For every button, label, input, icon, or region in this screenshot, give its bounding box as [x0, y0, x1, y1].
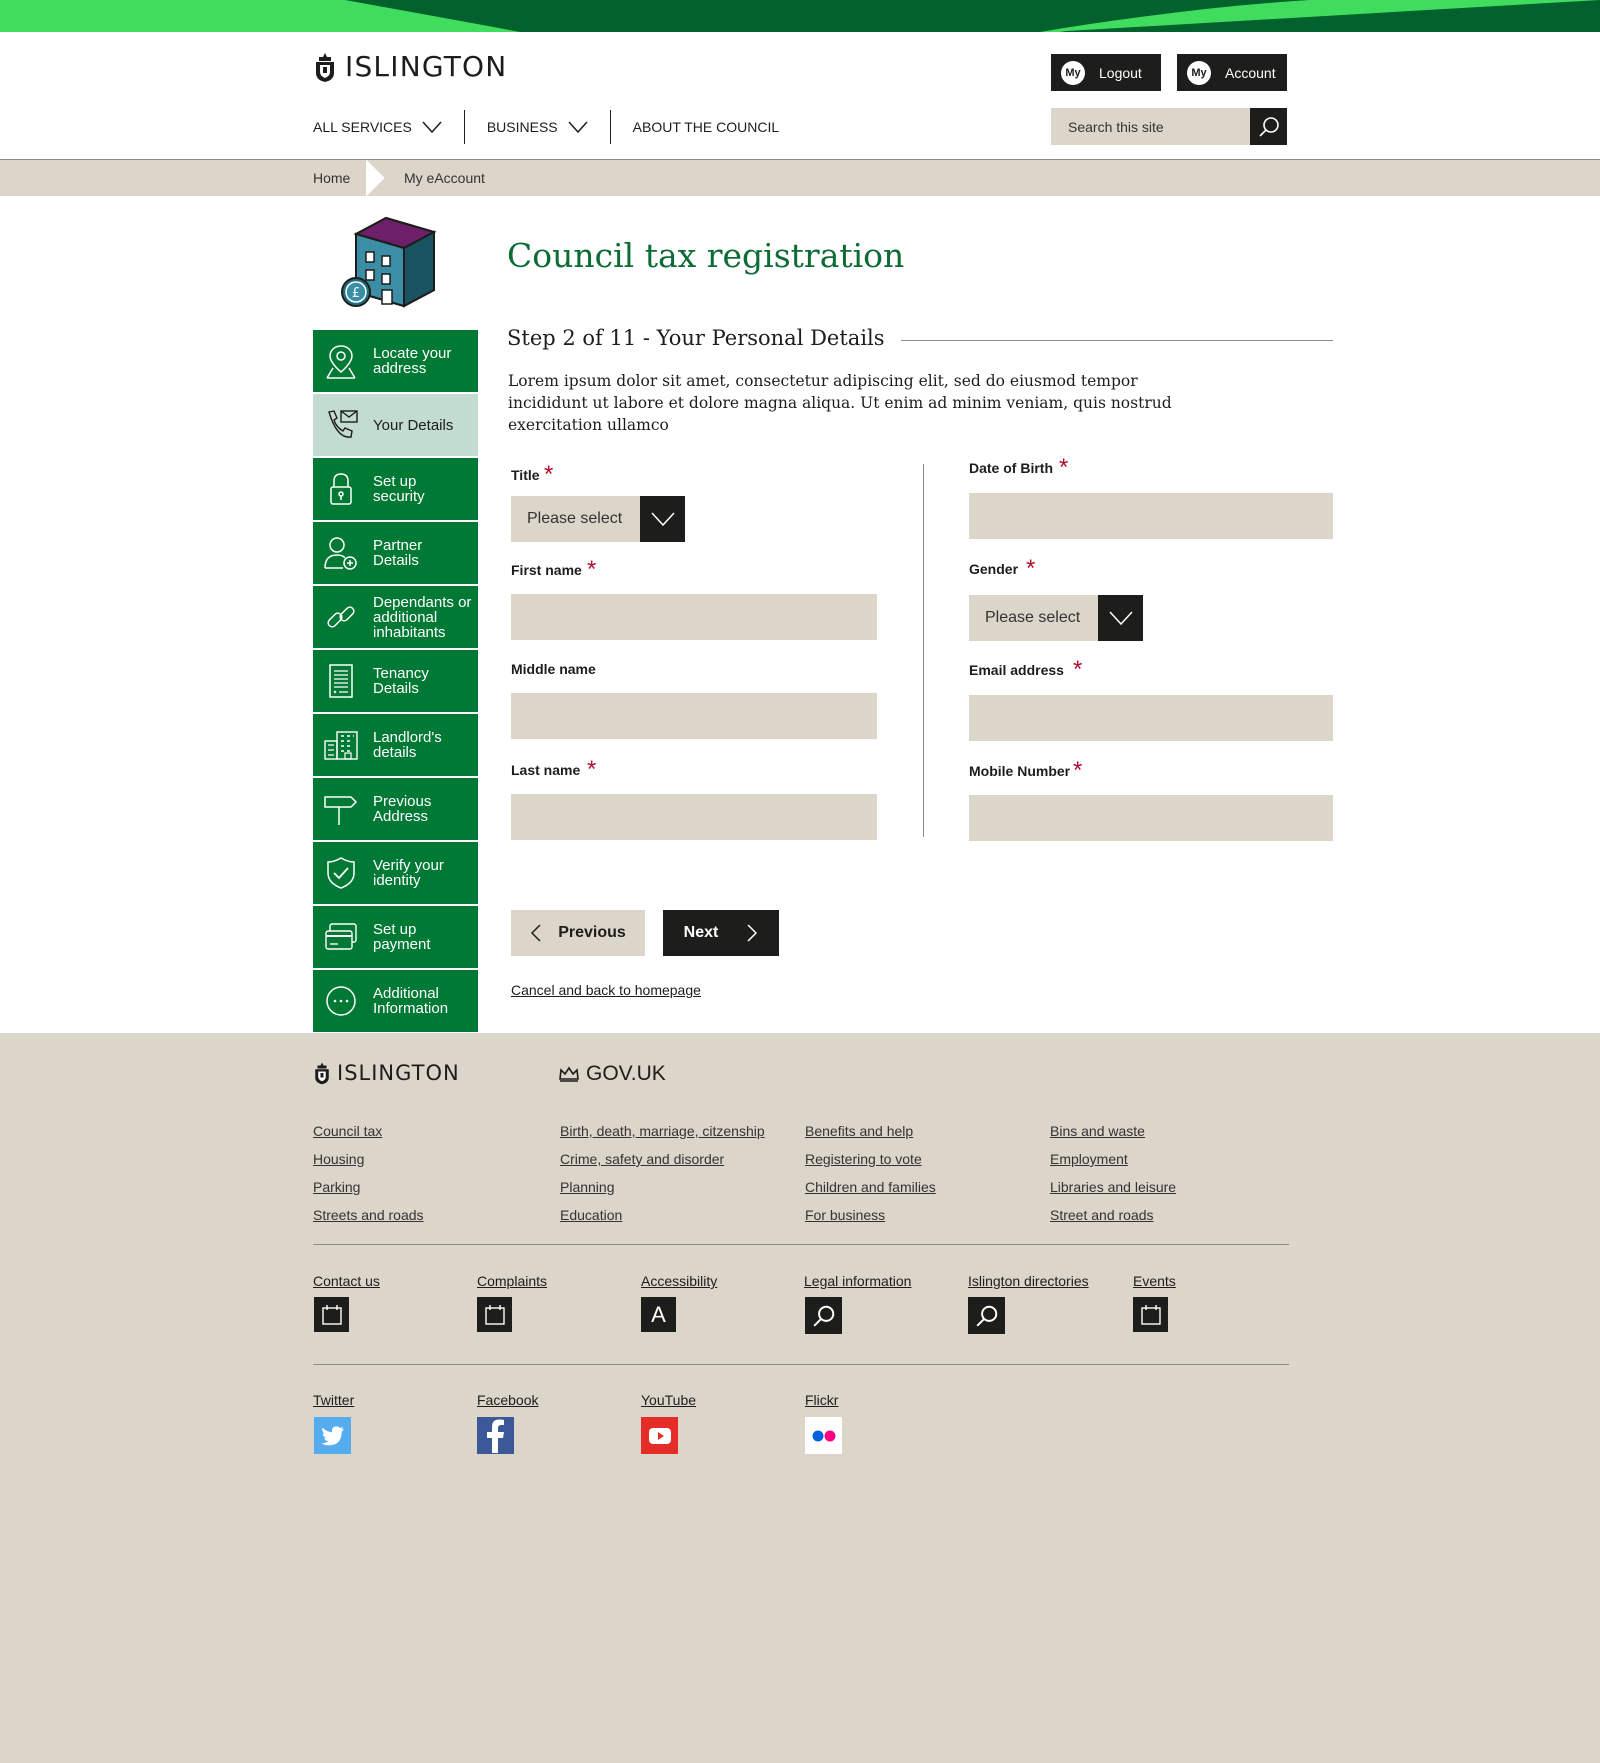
footer-link[interactable]: Benefits and help	[805, 1123, 914, 1139]
nav-label: ABOUT THE COUNCIL	[632, 119, 780, 135]
nav-all-services[interactable]	[313, 110, 442, 144]
calendar-icon[interactable]	[477, 1297, 512, 1332]
quick-link-events[interactable]: Events	[1133, 1273, 1176, 1289]
sidebar-item-previous-address[interactable]	[313, 778, 478, 840]
social-link-youtube[interactable]: YouTube	[641, 1392, 697, 1408]
footer-link[interactable]: For business	[805, 1207, 886, 1223]
twitter-icon[interactable]	[314, 1417, 351, 1454]
middle-name-input[interactable]	[511, 693, 877, 739]
main-content	[0, 196, 1600, 1033]
footer-islington-logo[interactable]	[313, 1061, 460, 1085]
footer-link[interactable]: Bins and waste	[1050, 1123, 1145, 1139]
email-address-label-text: Email address	[969, 662, 1064, 678]
step-heading-rule	[901, 340, 1333, 341]
gov-uk-text: GOV.UK	[586, 1062, 666, 1085]
chevron-down-icon	[568, 120, 588, 134]
quick-link-islington-directories[interactable]: Islington directories	[968, 1273, 1089, 1289]
footer-logo-text: ISLINGTON	[337, 1061, 460, 1085]
mobile-number-label	[969, 757, 1083, 784]
gender-label	[969, 555, 1036, 582]
crest-icon	[313, 1061, 331, 1085]
chevron-down-icon	[1098, 595, 1143, 641]
footer-link[interactable]: Children and families	[805, 1179, 936, 1195]
more-dots-icon	[323, 981, 359, 1021]
sidebar-item-your-details[interactable]	[313, 394, 478, 456]
gender-select-value: Please select	[985, 609, 1081, 626]
sidebar-item-label: Locate your address	[373, 345, 452, 377]
required-marker: *	[587, 756, 597, 783]
top-banner	[0, 0, 1600, 32]
signpost-icon	[323, 789, 359, 829]
footer-divider	[313, 1244, 1289, 1245]
quick-link-complaints[interactable]: Complaints	[477, 1273, 548, 1289]
logo-text: ISLINGTON	[345, 50, 508, 83]
gender-label-text: Gender	[969, 561, 1019, 577]
footer-link[interactable]: Registering to vote	[805, 1151, 922, 1167]
date-of-birth-label-text: Date of Birth	[969, 460, 1053, 476]
main-navigation	[313, 110, 779, 144]
site-header	[0, 32, 1600, 160]
middle-name-label: Middle name	[511, 661, 596, 677]
sidebar-item-label: Tenancy Details	[373, 665, 429, 697]
search-icon	[1258, 116, 1280, 138]
calendar-icon[interactable]	[314, 1297, 349, 1332]
required-marker: *	[1073, 757, 1083, 784]
footer-link[interactable]: Housing	[313, 1151, 365, 1167]
youtube-icon[interactable]	[641, 1417, 678, 1454]
site-footer	[0, 1033, 1600, 1763]
calendar-icon[interactable]	[1133, 1297, 1168, 1332]
breadcrumb-my-eaccount[interactable]: My eAccount	[404, 170, 485, 186]
add-person-icon	[323, 533, 359, 573]
sidebar-item-verify-identity[interactable]	[313, 842, 478, 904]
footer-link[interactable]: Street and roads	[1050, 1207, 1154, 1223]
search-button[interactable]	[1250, 108, 1287, 145]
mobile-number-label-text: Mobile Number	[969, 763, 1071, 779]
breadcrumb-separator-icon	[366, 160, 388, 196]
buildings-icon	[323, 725, 359, 765]
my-badge-icon: My	[1187, 61, 1211, 85]
step-heading	[507, 326, 1333, 350]
footer-link[interactable]: Education	[560, 1207, 623, 1223]
footer-link[interactable]: Birth, death, marriage, citzenship	[560, 1123, 765, 1139]
my-badge-icon: My	[1061, 61, 1085, 85]
email-address-label	[969, 656, 1083, 683]
map-pin-icon	[323, 341, 359, 381]
first-name-input[interactable]	[511, 594, 877, 640]
document-icon	[323, 661, 359, 701]
shield-check-icon	[323, 853, 359, 893]
sidebar-item-label: Dependants or additional inhabitants	[373, 593, 472, 641]
quick-link-legal-information[interactable]: Legal information	[804, 1273, 912, 1289]
footer-link[interactable]: Employment	[1050, 1151, 1128, 1167]
lock-icon	[323, 469, 359, 509]
sidebar-item-label: Partner Details	[373, 537, 423, 569]
mobile-number-input[interactable]	[969, 795, 1333, 841]
date-of-birth-input[interactable]	[969, 493, 1333, 539]
previous-button[interactable]	[511, 910, 645, 956]
sidebar-item-additional-information[interactable]	[313, 970, 478, 1032]
social-link-flickr[interactable]: Flickr	[805, 1392, 839, 1408]
site-search	[1051, 108, 1287, 145]
facebook-icon[interactable]	[477, 1417, 514, 1454]
gov-uk-logo[interactable]	[558, 1062, 666, 1086]
last-name-label-text: Last name	[511, 762, 581, 778]
title-select-value: Please select	[527, 510, 623, 527]
chevron-left-icon	[530, 924, 542, 942]
letter-a-icon[interactable]	[641, 1297, 676, 1332]
breadcrumb-home[interactable]: Home	[313, 170, 351, 186]
required-marker: *	[1059, 454, 1069, 481]
nav-business[interactable]	[487, 110, 588, 144]
account-button[interactable]	[1177, 54, 1287, 91]
quick-link-contact-us[interactable]: Contact us	[313, 1273, 380, 1289]
title-label	[511, 461, 554, 488]
nav-label: BUSINESS	[486, 119, 558, 135]
previous-label: Previous	[558, 924, 626, 941]
nav-about-the-council[interactable]	[633, 110, 780, 144]
required-marker: *	[544, 461, 554, 488]
flickr-icon[interactable]	[805, 1417, 842, 1454]
sidebar-item-label: Your Details	[373, 416, 454, 434]
next-button[interactable]	[663, 910, 779, 956]
search-icon[interactable]	[805, 1297, 842, 1334]
sidebar-item-set-up-payment[interactable]	[313, 906, 478, 968]
date-of-birth-label	[969, 454, 1069, 481]
title-select[interactable]	[511, 496, 685, 542]
step-sidebar	[313, 330, 478, 1034]
title-label-text: Title	[511, 467, 540, 483]
sidebar-item-label: Landlord's details	[373, 729, 442, 761]
islington-logo[interactable]	[313, 50, 507, 83]
sidebar-item-label: Verify your identity	[373, 857, 444, 889]
sidebar-item-landlords-details[interactable]	[313, 714, 478, 776]
sidebar-item-label: Set up security	[373, 473, 425, 505]
footer-link[interactable]: Council tax	[313, 1123, 383, 1139]
sidebar-item-tenancy-details[interactable]	[313, 650, 478, 712]
search-icon[interactable]	[968, 1297, 1005, 1334]
first-name-label-text: First name	[511, 562, 582, 578]
footer-link[interactable]: Streets and roads	[313, 1207, 424, 1223]
last-name-input[interactable]	[511, 794, 877, 840]
last-name-label	[511, 756, 597, 783]
nav-label: ALL SERVICES	[313, 119, 412, 135]
council-tax-house-icon	[338, 212, 438, 312]
chevron-down-icon	[640, 496, 685, 542]
social-link-facebook[interactable]: Facebook	[477, 1392, 539, 1408]
footer-link[interactable]: Planning	[560, 1179, 615, 1195]
required-marker: *	[1073, 656, 1083, 683]
logout-button[interactable]	[1051, 54, 1161, 91]
gender-select[interactable]	[969, 595, 1143, 641]
footer-link[interactable]: Parking	[313, 1179, 361, 1195]
required-marker: *	[587, 556, 597, 583]
next-label: Next	[683, 924, 719, 941]
footer-divider	[313, 1364, 1289, 1365]
social-link-twitter[interactable]: Twitter	[313, 1392, 355, 1408]
link-icon	[323, 597, 359, 637]
search-input[interactable]	[1051, 108, 1250, 145]
quick-link-accessibility[interactable]: Accessibility	[641, 1273, 718, 1289]
account-label: Account	[1225, 64, 1276, 81]
footer-link[interactable]: Crime, safety and disorder	[560, 1151, 725, 1167]
cancel-link[interactable]: Cancel and back to homepage	[511, 982, 701, 998]
crown-icon	[558, 1065, 580, 1083]
sidebar-item-label: Additional Information	[373, 985, 449, 1017]
svg-text:£: £	[351, 286, 361, 301]
letter-a-glyph: A	[651, 1301, 666, 1327]
sidebar-item-set-up-security[interactable]	[313, 458, 478, 520]
nav-divider	[610, 110, 611, 144]
nav-divider	[464, 110, 465, 144]
crest-icon	[313, 51, 337, 83]
sidebar-item-label: Set up payment	[373, 921, 431, 953]
first-name-label	[511, 556, 597, 583]
sidebar-item-partner-details[interactable]	[313, 522, 478, 584]
page-title: Council tax registration	[507, 236, 905, 275]
required-marker: *	[1026, 555, 1036, 582]
phone-mail-icon	[323, 405, 359, 445]
step-heading-text: Step 2 of 11 - Your Personal Details	[507, 326, 885, 350]
chevron-right-icon	[746, 924, 758, 942]
intro-text: Lorem ipsum dolor sit amet, consectetur adipiscing elit, sed do eiusmod tempor incididunt ut labore et dolore magna aliqua. Ut enim ad minim veniam, quis nostrud exercitation ullamco	[508, 372, 1172, 434]
form-column-divider	[923, 464, 924, 837]
sidebar-item-locate-address[interactable]	[313, 330, 478, 392]
card-icon	[323, 917, 359, 957]
email-address-input[interactable]	[969, 695, 1333, 741]
sidebar-item-label: Previous Address	[373, 793, 432, 825]
breadcrumb	[0, 160, 1600, 196]
logout-label: Logout	[1099, 64, 1142, 81]
chevron-down-icon	[422, 120, 442, 134]
footer-link[interactable]: Libraries and leisure	[1050, 1179, 1177, 1195]
sidebar-item-dependants[interactable]	[313, 586, 478, 648]
